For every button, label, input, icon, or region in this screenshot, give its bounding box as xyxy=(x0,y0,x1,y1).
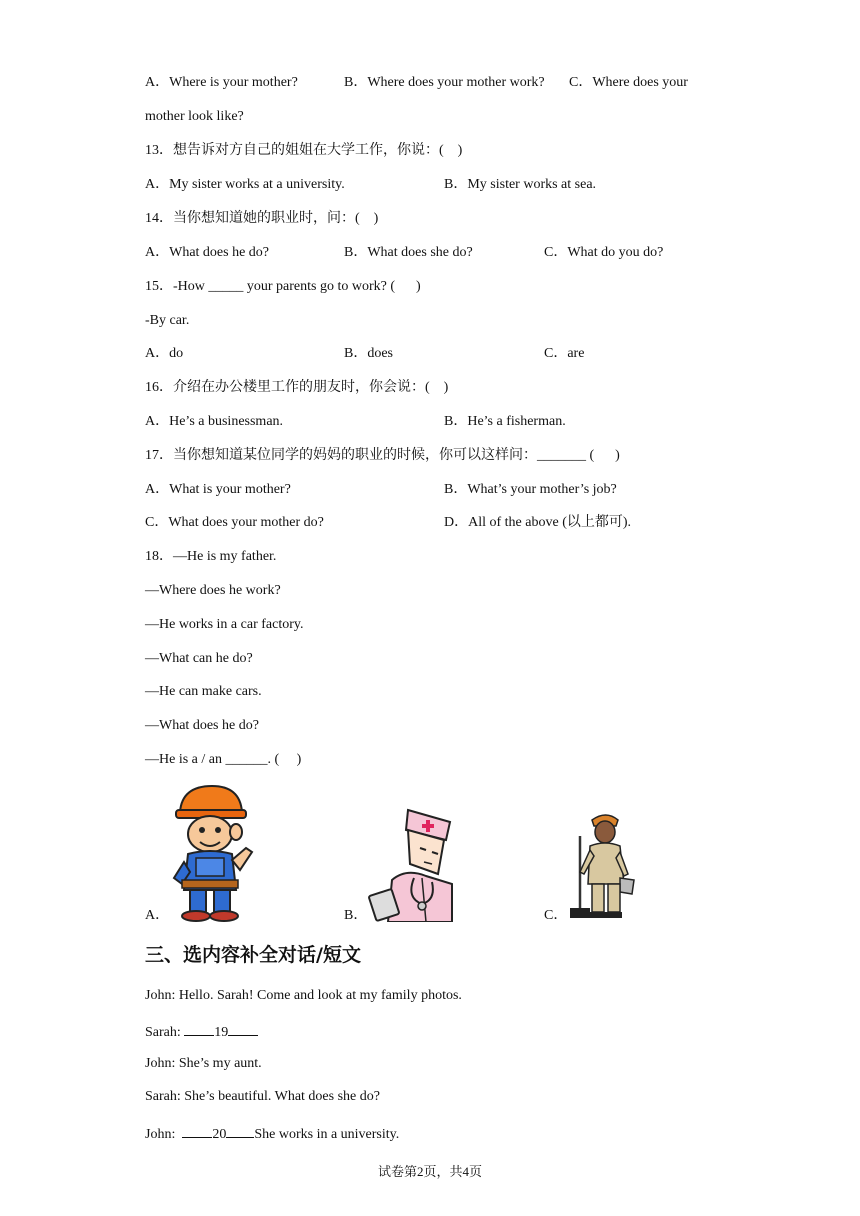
dialogue-line: John: She’s my aunt. xyxy=(145,1056,262,1071)
q18-option-b-label: B． xyxy=(344,908,368,923)
dialogue-line-blank-19 xyxy=(145,1021,258,1042)
q17-option-b: B．What’s your mother’s job? xyxy=(444,482,617,497)
dialogue-line: Sarah: She’s beautiful. What does she do? xyxy=(145,1089,380,1104)
q15-option-c: C．are xyxy=(544,346,585,361)
dialogue-text: She works in a university. xyxy=(254,1127,400,1142)
q17-stem: 17．当你想知道某位同学的妈妈的职业的时候，你可以这样问：_______ ( ) xyxy=(145,448,620,463)
q18-line: —What does he do? xyxy=(145,718,259,733)
section-heading: 三、选内容补全对话/短文 xyxy=(145,944,361,966)
q15-option-b: B．does xyxy=(344,346,393,361)
q13-option-b: B．My sister works at sea. xyxy=(444,177,597,192)
q17-option-a: A．What is your mother? xyxy=(145,482,291,497)
q15-option-a: A．do xyxy=(145,346,184,361)
q12-option-a: A．Where is your mother? xyxy=(145,75,298,90)
q14-option-b: B．What does she do? xyxy=(344,245,473,260)
q14-stem: 14．当你想知道她的职业时，问：( ) xyxy=(145,211,379,226)
blank-line xyxy=(184,1021,214,1036)
q17-option-d: D．All of the above (以上都可). xyxy=(444,515,632,530)
q17-option-c: C．What does your mother do? xyxy=(145,515,324,530)
blank-line xyxy=(182,1123,212,1138)
dialogue-line-blank-20 xyxy=(145,1123,399,1144)
q18-option-a-label: A． xyxy=(145,908,170,923)
q18-line: —Where does he work? xyxy=(145,583,281,598)
speaker-label: Sarah: xyxy=(145,1025,185,1040)
q18-line: —He works in a car factory. xyxy=(145,617,304,632)
q16-option-b: B．He’s a fisherman. xyxy=(444,414,566,429)
q18-line: —He can make cars. xyxy=(145,684,262,699)
q18-line: —What can he do? xyxy=(145,651,253,666)
construction-worker-image xyxy=(166,782,258,927)
blank-number: 19 xyxy=(214,1025,229,1040)
q13-option-a: A．My sister works at a university. xyxy=(145,177,345,192)
q13-stem: 13．想告诉对方自己的姐姐在大学工作，你说：( ) xyxy=(145,143,463,158)
q15-stem: 15．-How _____ your parents go to work? ( ) xyxy=(145,279,421,294)
doctor-image xyxy=(366,800,458,927)
q14-option-a: A．What does he do? xyxy=(145,245,270,260)
q15-answer-line: -By car. xyxy=(145,313,190,328)
q16-stem: 16．介绍在办公楼里工作的朋友时，你会说：( ) xyxy=(145,380,449,395)
blank-line xyxy=(226,1123,254,1138)
q12-option-b: B．Where does your mother work? xyxy=(344,75,545,90)
dialogue-line: John: Hello. Sarah! Come and look at my family photos. xyxy=(145,988,462,1003)
blank-line xyxy=(228,1021,258,1036)
q12-option-c-continued: mother look like? xyxy=(145,109,244,124)
q14-option-c: C．What do you do? xyxy=(544,245,664,260)
cleaner-image xyxy=(566,808,638,927)
speaker-label: John: xyxy=(145,1127,183,1142)
q18-option-c-label: C． xyxy=(544,908,568,923)
q12-option-c: C．Where does your xyxy=(569,75,688,90)
blank-number: 20 xyxy=(212,1127,227,1142)
page-footer: 试卷第2页，共4页 xyxy=(377,1164,482,1179)
q18-line: 18．—He is my father. xyxy=(145,549,277,564)
q18-line: —He is a / an ______. ( ) xyxy=(145,752,302,767)
q16-option-a: A．He’s a businessman. xyxy=(145,414,284,429)
